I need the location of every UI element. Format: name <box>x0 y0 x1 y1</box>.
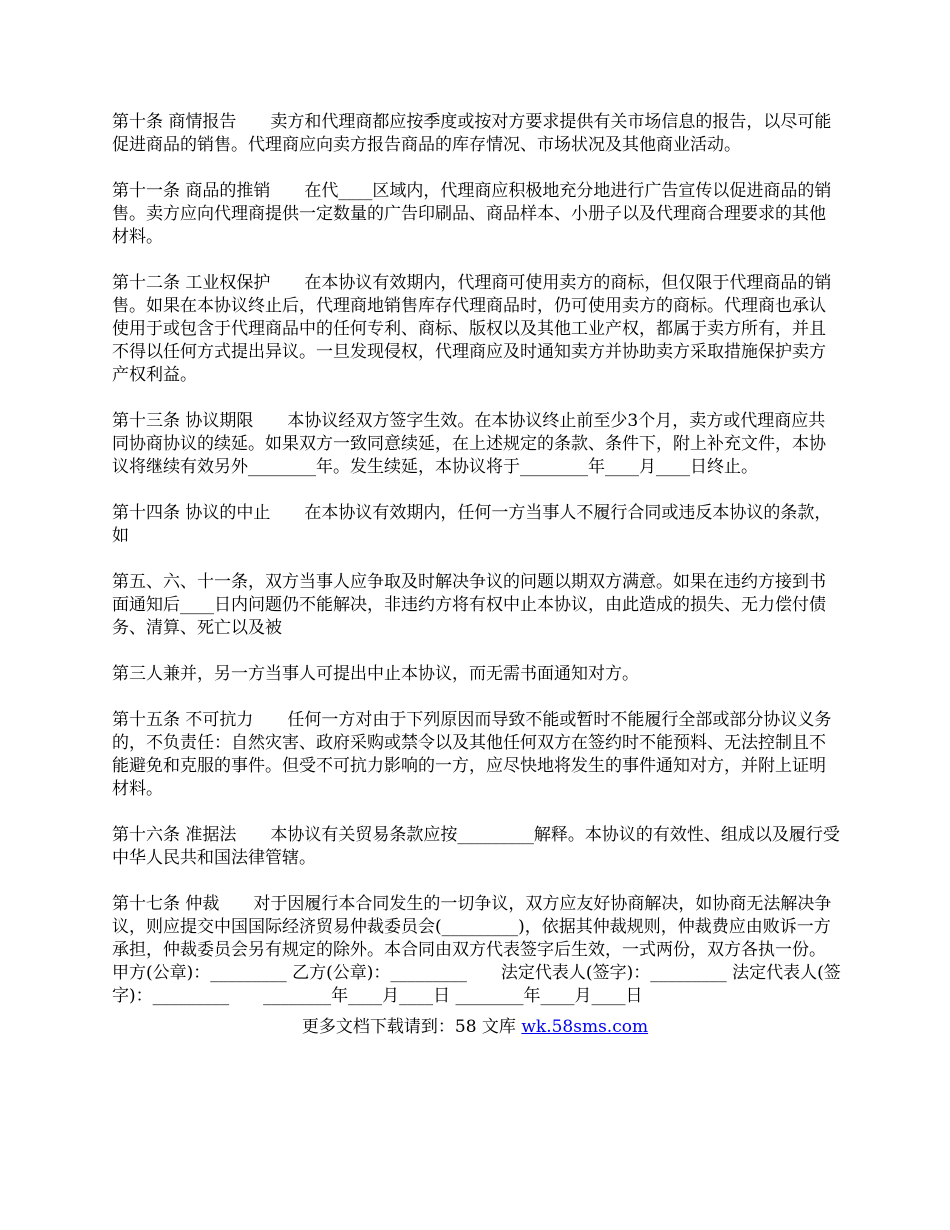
clause-16-governing-law: 第十六条 准据法 本协议有关贸易条款应按_________解释。本协议的有效性、组成以及履行受中华人民共和国法律管辖。 <box>112 825 840 868</box>
document-body <box>112 111 852 1031</box>
clause-14-continuation: 第五、六、十一条，双方当事人应争取及时解决争议的问题以期双方满意。如果在违约方接到书面通知后____日内问题仍不能解决，非违约方将有权中止本协议，由此造成的损失、无力偿付债务、清算、死亡以及被 <box>112 572 826 638</box>
clause-17-arbitration: 第十七条 仲裁 对于因履行本合同发生的一切争议，双方应友好协商解决，如协商无法解决争议，则应提交中国国际经济贸易仲裁委员会(_________)，依据其仲裁规则，仲裁费应由败诉一方承担，仲裁委员会另有规定的除外。本合同由双方代表签字后生效，一式两份，双方各执一份。 甲方(公章)：_________ 乙方(公章)：_________ 法定代表人(签字)：_________ 法定代表人(签字)：_________ ________年____月____日 ________年____月____日 <box>112 894 852 1006</box>
clause-15-force-majeure: 第十五条 不可抗力 任何一方对由于下列原因而导致不能或暂时不能履行全部或部分协议义务的，不负责任：自然灾害、政府采购或禁令以及其他任何双方在签约时不能预料、无法控制且不能避免和克服的事件。但受不可抗力影响的一方，应尽快地将发生的事件通知对方，并附上证明材料。 <box>112 710 832 799</box>
clause-13-term: 第十三条 协议期限 本协议经双方签字生效。在本协议终止前至少3个月，卖方或代理商应共同协商协议的续延。如果双方一致同意续延，在上述规定的条款、条件下，附上补充文件，本协议将继续有效另外________年。发生续延，本协议将于________年____月____日终止。 <box>112 411 826 477</box>
clause-14-termination: 第十四条 协议的中止 在本协议有效期内，任何一方当事人不履行合同或违反本协议的条款，如 <box>112 503 832 546</box>
footer-text: 更多文档下载请到：58 文库 <box>301 1017 522 1037</box>
clause-14-merger: 第三人兼并，另一方当事人可提出中止本协议，而无需书面通知对方。 <box>112 664 639 684</box>
clause-11-promotion: 第十一条 商品的推销 在代____区域内，代理商应积极地充分地进行广告宣传以促进商品的销售。卖方应向代理商提供一定数量的广告印刷品、商品样本、小册子以及代理商合理要求的其他材料。 <box>112 181 832 247</box>
clause-12-industrial-rights: 第十二条 工业权保护 在本协议有效期内，代理商可使用卖方的商标，但仅限于代理商品的销售。如果在本协议终止后，代理商地销售库存代理商品时，仍可使用卖方的商标。代理商也承认使用于或包含于代理商品中的任何专利、商标、版权以及其他工业产权，都属于卖方所有，并且不得以任何方式提出异议。一旦发现侵权，代理商应及时通知卖方并协助卖方采取措施保护卖方产权利益。 <box>112 273 832 385</box>
footer-link[interactable]: wk.58sms.com <box>521 1017 649 1037</box>
clause-10-market-report: 第十条 商情报告 卖方和代理商都应按季度或按对方要求提供有关市场信息的报告，以尽可能促进商品的销售。代理商应向卖方报告商品的库存情况、市场状况及其他商业活动。 <box>112 112 832 155</box>
download-footer <box>0 1016 950 1039</box>
